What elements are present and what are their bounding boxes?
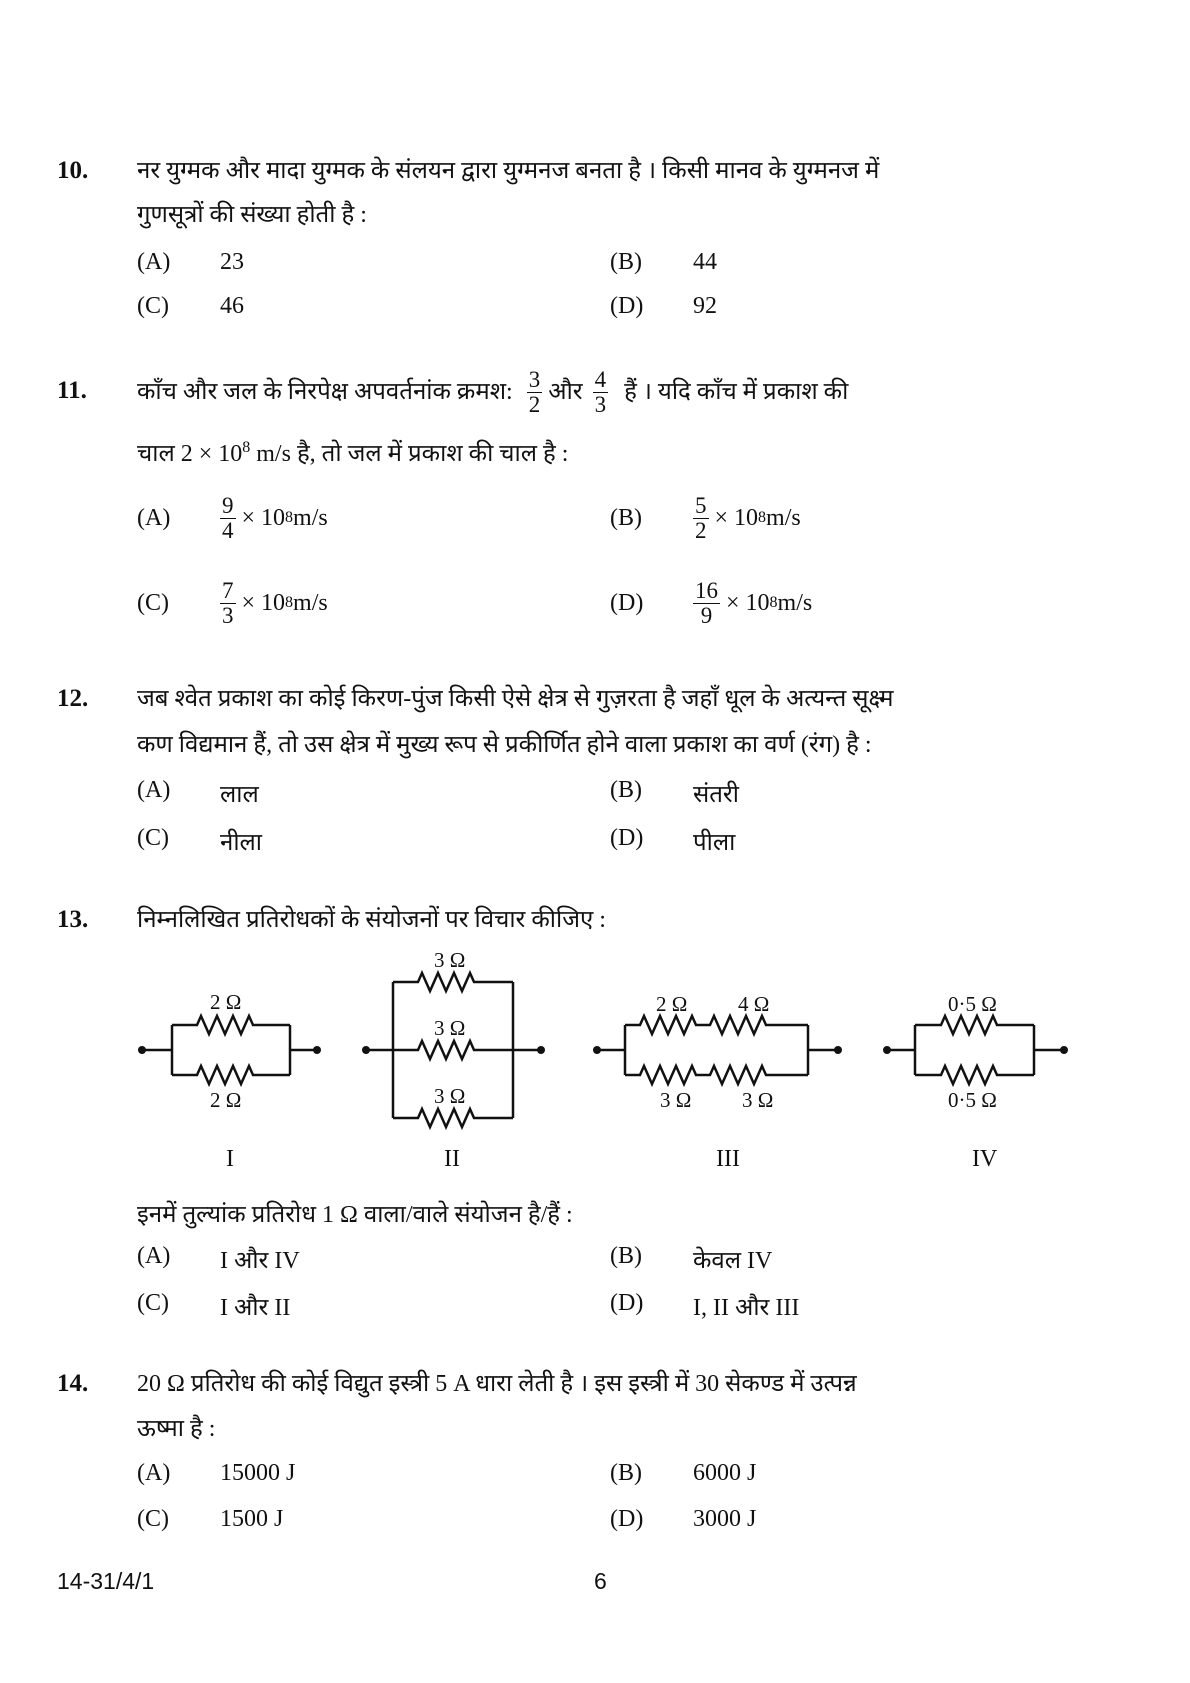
resistor-label: 3 Ω bbox=[742, 1088, 774, 1112]
option-a-label: (A) bbox=[137, 249, 171, 275]
paper-code: 14-31/4/1 bbox=[57, 1568, 155, 1594]
option-a-label: (A) bbox=[137, 1460, 171, 1486]
question-text-line: जब श्वेत प्रकाश का कोई किरण-पुंज किसी ऐसे क्षेत्र से गुज़रता है जहाँ धूल के अत्यन्त सूक्ष्म bbox=[137, 686, 894, 712]
numerator: 4 bbox=[594, 366, 607, 392]
option-c-value bbox=[220, 575, 328, 631]
option-c-label: (C) bbox=[137, 1290, 169, 1316]
numerator: 9 bbox=[222, 492, 234, 518]
option-b-label: (B) bbox=[610, 1243, 642, 1269]
option-c-value: 1500 J bbox=[220, 1506, 284, 1532]
unit: m/s bbox=[293, 504, 328, 531]
text-segment: चाल 2 × 10 bbox=[137, 441, 243, 467]
resistor-label: 4 Ω bbox=[738, 992, 770, 1016]
option-b-label: (B) bbox=[610, 249, 642, 275]
option-a-label: (A) bbox=[137, 1243, 171, 1269]
resistor-label: 2 Ω bbox=[210, 990, 242, 1014]
option-c-label: (C) bbox=[137, 590, 169, 616]
resistor-label: 2 Ω bbox=[210, 1088, 242, 1112]
option-d-value: 3000 J bbox=[693, 1506, 757, 1532]
denominator: 2 bbox=[528, 391, 541, 417]
question-number: 10. bbox=[57, 157, 89, 184]
exponent: 8 bbox=[769, 594, 778, 611]
denominator: 4 bbox=[222, 517, 234, 543]
question-text-line bbox=[137, 364, 848, 420]
exponent: 8 bbox=[758, 509, 767, 526]
text-segment: और bbox=[548, 379, 583, 405]
denominator: 2 bbox=[695, 517, 707, 543]
exponent: 8 bbox=[285, 594, 294, 611]
option-a-label: (A) bbox=[137, 505, 171, 531]
fraction bbox=[220, 494, 236, 543]
resistor-label: 0·5 Ω bbox=[948, 992, 997, 1016]
option-d-label: (D) bbox=[610, 293, 644, 319]
exponent: 8 bbox=[242, 439, 251, 456]
question-text-line: 20 Ω प्रतिरोध की कोई विद्युत इस्त्री 5 A धारा लेती है । इस इस्त्री में 30 सेकण्ड में उत्पन्न bbox=[137, 1371, 857, 1397]
text-segment: काँच और जल के निरपेक्ष अपवर्तनांक क्रमश: bbox=[137, 379, 513, 405]
page-number: 6 bbox=[594, 1568, 607, 1594]
option-a-value: I और IV bbox=[220, 1248, 300, 1274]
unit: m/s bbox=[293, 589, 328, 616]
exponent: 8 bbox=[285, 509, 294, 526]
text-segment: हैं । यदि काँच में प्रकाश की bbox=[624, 379, 849, 405]
resistor-label: 3 Ω bbox=[660, 1088, 692, 1112]
question-number: 13. bbox=[57, 906, 89, 933]
option-d-value: 92 bbox=[693, 293, 717, 319]
option-c-value: 46 bbox=[220, 293, 244, 319]
fraction bbox=[527, 368, 543, 417]
text-segment: × 10 bbox=[241, 504, 286, 531]
resistor-label: 0·5 Ω bbox=[948, 1088, 997, 1112]
question-number: 12. bbox=[57, 685, 89, 712]
numerator: 3 bbox=[528, 366, 541, 392]
option-c-label: (C) bbox=[137, 825, 169, 851]
text-segment: × 10 bbox=[726, 589, 770, 616]
option-c-value: I और II bbox=[220, 1295, 291, 1321]
option-a-value: 23 bbox=[220, 249, 244, 275]
circuit-label-III: III bbox=[716, 1146, 740, 1172]
numerator: 7 bbox=[222, 577, 234, 603]
option-a-value: 15000 J bbox=[220, 1460, 296, 1486]
circuit-label-II: II bbox=[444, 1146, 460, 1172]
text-segment: × 10 bbox=[714, 504, 759, 531]
unit: m/s bbox=[766, 504, 801, 531]
fraction bbox=[693, 579, 720, 628]
option-a-value: लाल bbox=[220, 782, 259, 808]
text-segment: × 10 bbox=[241, 589, 286, 616]
option-a-label: (A) bbox=[137, 777, 171, 803]
question-text-line bbox=[137, 433, 568, 469]
fraction bbox=[593, 368, 609, 417]
option-b-value: संतरी bbox=[693, 782, 739, 808]
resistor-label: 3 Ω bbox=[434, 1016, 466, 1040]
option-b-label: (B) bbox=[610, 505, 642, 531]
denominator: 3 bbox=[594, 391, 607, 417]
text-segment: m/s है, तो जल में प्रकाश की चाल है : bbox=[250, 441, 569, 467]
circuit-label-IV: IV bbox=[972, 1146, 998, 1172]
circuit-III bbox=[597, 1016, 838, 1084]
circuit-IV bbox=[887, 1016, 1064, 1084]
option-d-label: (D) bbox=[610, 1290, 644, 1316]
option-b-value: केवल IV bbox=[693, 1248, 773, 1274]
terminal-dots bbox=[138, 1046, 1068, 1054]
option-d-label: (D) bbox=[610, 1506, 644, 1532]
circuit-I bbox=[142, 1016, 317, 1084]
numerator: 16 bbox=[695, 577, 718, 603]
option-b-value: 6000 J bbox=[693, 1460, 757, 1486]
option-d-value: पीला bbox=[693, 830, 736, 856]
question-text-line: नर युग्मक और मादा युग्मक के संलयन द्वारा युग्मनज बनता है । किसी मानव के युग्मनज में bbox=[137, 158, 880, 184]
unit: m/s bbox=[777, 589, 813, 616]
question-text-line: ऊष्मा है : bbox=[137, 1416, 216, 1442]
option-b-value bbox=[693, 490, 801, 546]
resistor-label: 3 Ω bbox=[434, 948, 466, 972]
option-c-label: (C) bbox=[137, 1506, 169, 1532]
denominator: 3 bbox=[222, 602, 234, 628]
option-b-value: 44 bbox=[693, 249, 717, 275]
option-d-label: (D) bbox=[610, 590, 644, 616]
option-a-value bbox=[220, 490, 328, 546]
question-text-line: कण विद्यमान हैं, तो उस क्षेत्र में मुख्य रूप से प्रकीर्णित होने वाला प्रकाश का वर्ण (रंग) है : bbox=[137, 732, 872, 758]
option-d-value bbox=[693, 575, 812, 631]
option-b-label: (B) bbox=[610, 1460, 642, 1486]
question-text-line: गुणसूत्रों की संख्या होती है : bbox=[137, 202, 367, 228]
fraction bbox=[220, 579, 236, 628]
option-c-label: (C) bbox=[137, 293, 169, 319]
fraction bbox=[693, 494, 709, 543]
numerator: 5 bbox=[695, 492, 707, 518]
resistor-label: 2 Ω bbox=[656, 992, 688, 1016]
resistor-label: 3 Ω bbox=[434, 1084, 466, 1108]
question-text-line: निम्नलिखित प्रतिरोधकों के संयोजनों पर विचार कीजिए : bbox=[137, 907, 606, 933]
question-number: 11. bbox=[57, 377, 87, 404]
circuit-label-I: I bbox=[226, 1146, 234, 1172]
option-b-label: (B) bbox=[610, 777, 642, 803]
sub-question-text: इनमें तुल्यांक प्रतिरोध 1 Ω वाला/वाले संयोजन है/हैं : bbox=[137, 1202, 573, 1228]
option-d-value: I, II और III bbox=[693, 1295, 800, 1321]
option-c-value: नीला bbox=[220, 830, 263, 856]
denominator: 9 bbox=[700, 602, 713, 628]
option-d-label: (D) bbox=[610, 825, 644, 851]
question-number: 14. bbox=[57, 1370, 89, 1397]
